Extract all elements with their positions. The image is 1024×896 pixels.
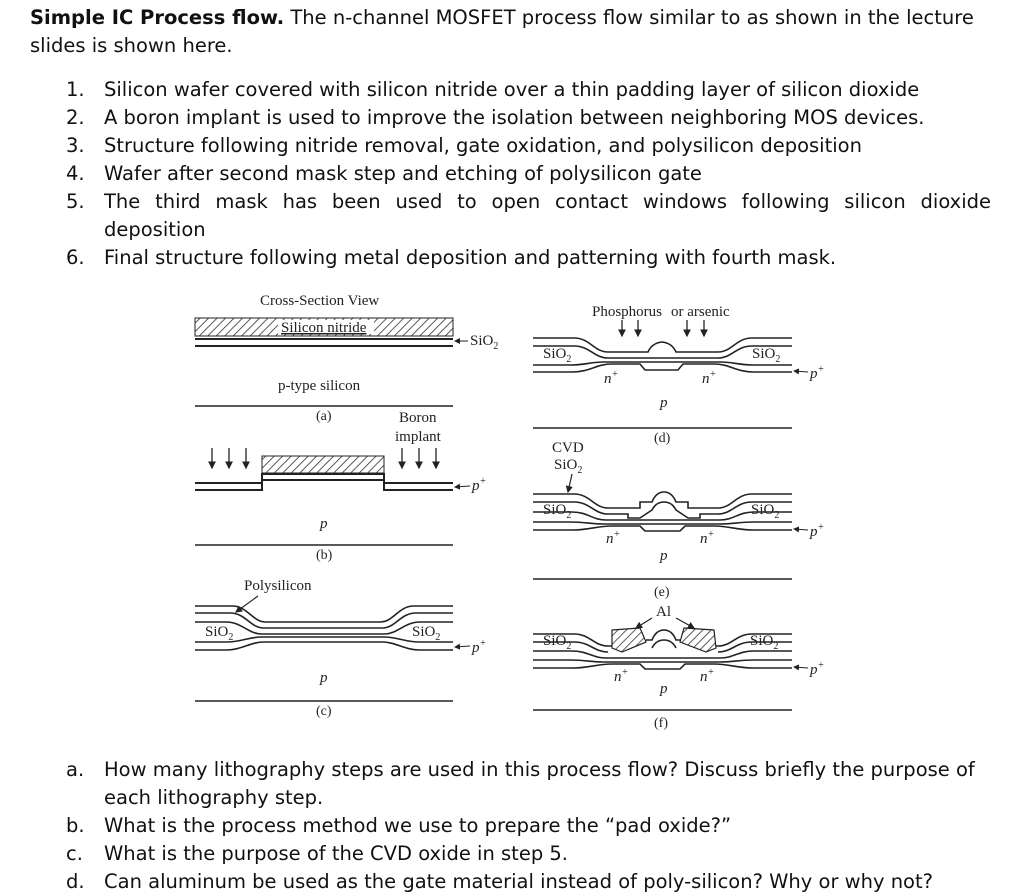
n-plus-right: n+ [700, 667, 715, 685]
panel-f-metallization [533, 604, 824, 731]
pplus-label: p+ [810, 660, 825, 678]
panel-d-source-drain-implant [533, 304, 824, 446]
field-oxide-bottom [533, 660, 792, 662]
panel-e-cvd-oxide [533, 440, 824, 600]
sio2-right-label: SiO$_2$ [751, 502, 780, 521]
step-text: Silicon wafer covered with silicon nitride over a thin padding layer of silicon dioxide [104, 78, 920, 101]
question-item [66, 812, 1001, 840]
panel-a-nitride-deposition [195, 293, 498, 424]
oxide-bottom [195, 480, 453, 490]
sio2-left-label: SiO$_2$ [543, 633, 572, 652]
question-letter: a. [66, 758, 85, 781]
oxide-bottom [533, 362, 792, 365]
dopant-label-b: or arsenic [671, 304, 730, 320]
al-contact-left [612, 628, 646, 652]
sio2-left-label: SiO$_2$ [543, 346, 572, 365]
pplus-pointer [794, 529, 808, 530]
n-plus-left: n+ [614, 667, 629, 685]
pplus-pointer [794, 371, 808, 372]
step-text: The third mask has been used to open contact windows following silicon dioxide deposition [104, 190, 991, 241]
field-oxide-bottom [533, 522, 792, 524]
step-number: 3. [66, 134, 85, 157]
p-region-label: p [660, 548, 668, 564]
pplus-pointer [455, 646, 470, 647]
panel-f-caption: (f) [654, 716, 668, 731]
question-text: Can aluminum be used as the gate material instead of poly-silicon? Why or why not? [104, 870, 933, 893]
question-text: How many lithography steps are used in this process flow? Discuss briefly the purpose of each lithography step. [104, 758, 975, 809]
cvd-sio2-label: SiO$_2$ [554, 457, 583, 476]
intro-heading: Simple IC Process flow. [30, 6, 285, 29]
step-number: 6. [66, 246, 85, 269]
al-label: Al [656, 604, 671, 620]
p-region-label: p [320, 670, 328, 686]
pplus-boundary [195, 642, 453, 650]
panel-c-polysilicon [195, 578, 486, 719]
implant-arrows-right [402, 448, 436, 468]
pplus-label: p+ [472, 638, 487, 656]
step-text: Final structure following metal deposition and patterning with fourth mask. [104, 246, 837, 269]
panel-b-boron-implant [195, 410, 486, 563]
pplus-label: p+ [810, 364, 825, 382]
step-number: 2. [66, 106, 85, 129]
p-region-label: p [660, 681, 668, 697]
panel-a-title: Cross-Section View [260, 293, 380, 309]
oxide-top [195, 474, 453, 483]
panel-a-caption: (a) [316, 409, 332, 424]
n-plus-left: n+ [606, 529, 621, 547]
pplus-pointer [455, 486, 470, 487]
intro-text: The n-channel MOSFET process flow similar to as shown in the lecture slides is shown here. [30, 6, 974, 57]
junction-line [533, 526, 792, 531]
sio2-right-label: SiO$_2$ [752, 346, 781, 365]
al-pointer-left [636, 618, 652, 628]
p-region-label: p [660, 395, 668, 411]
question-item [66, 840, 1001, 868]
boron-label: Boron [399, 410, 437, 426]
n-plus-left: n+ [604, 369, 619, 387]
question-text: What is the process method we use to prepare the “pad oxide?” [104, 814, 732, 837]
pplus-label: p+ [472, 476, 487, 494]
question-letter: b. [66, 814, 85, 837]
question-text: What is the purpose of the CVD oxide in step 5. [104, 842, 569, 865]
sio2-label: SiO$_2$ [470, 333, 499, 352]
step-text: A boron implant is used to improve the isolation between neighboring MOS devices. [104, 106, 925, 129]
n-plus-right: n+ [702, 369, 717, 387]
p-region-label: p [320, 516, 328, 532]
sio2-right-label: SiO$_2$ [750, 633, 779, 652]
questions-list [66, 756, 1001, 896]
question-letter: d. [66, 870, 85, 893]
question-letter: c. [66, 842, 83, 865]
field-oxide-top [533, 651, 792, 658]
implant-label: implant [395, 429, 441, 445]
al-contact-right [680, 628, 716, 652]
panel-b-caption: (b) [316, 548, 333, 563]
al-pointer-right [676, 618, 694, 628]
step-text: Structure following nitride removal, gate oxidation, and polysilicon deposition [104, 134, 862, 157]
pplus-label: p+ [810, 522, 825, 540]
pplus-pointer [794, 667, 808, 668]
sio2-left-label: SiO$_2$ [543, 502, 572, 521]
panel-d-caption: (d) [654, 431, 671, 446]
poly-pointer [236, 596, 258, 612]
nitride-mask [262, 456, 384, 473]
polysilicon-label: Polysilicon [244, 578, 312, 594]
cvd-pointer [568, 474, 572, 492]
step-number: 5. [66, 190, 85, 213]
step-number: 1. [66, 78, 85, 101]
nitride-label: Silicon nitride [281, 320, 367, 336]
sio2-left-label: SiO$_2$ [205, 624, 234, 643]
panel-e-caption: (e) [654, 585, 670, 600]
question-item [66, 756, 1001, 812]
cvd-label: CVD [552, 440, 584, 456]
step-number: 4. [66, 162, 85, 185]
sio2-right-label: SiO$_2$ [412, 624, 441, 643]
panel-c-caption: (c) [316, 704, 332, 719]
dopant-arrows [622, 320, 704, 336]
dopant-label-a: Phosphorus [592, 304, 663, 320]
step-text: Wafer after second mask step and etching of polysilicon gate [104, 162, 702, 185]
substrate-label: p-type silicon [278, 378, 361, 394]
junction-line [533, 664, 792, 669]
n-plus-right: n+ [700, 529, 715, 547]
question-item [66, 868, 1001, 896]
implant-arrows-left [212, 448, 246, 468]
